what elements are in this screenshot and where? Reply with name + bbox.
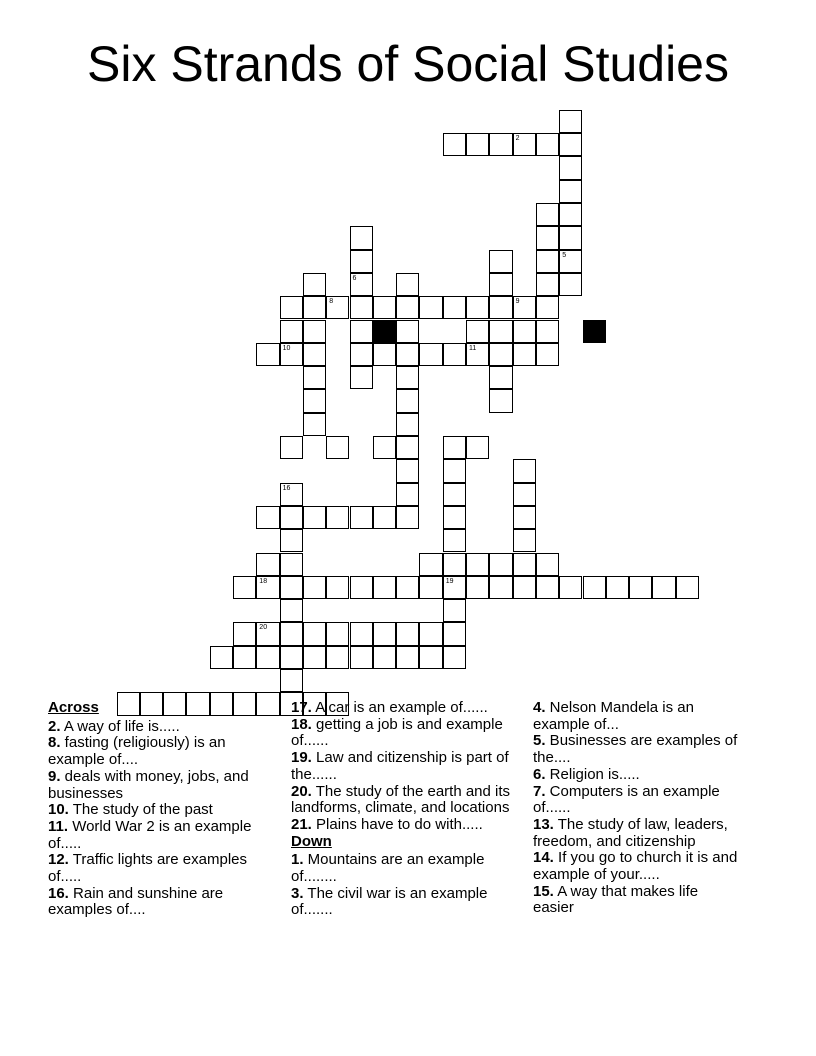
clue-down-3: 3. The civil war is an example of....... <box>291 884 488 919</box>
grid-cell[interactable] <box>489 389 512 412</box>
grid-cell[interactable] <box>280 529 303 552</box>
grid-cell[interactable] <box>350 296 373 319</box>
grid-cell[interactable] <box>513 133 536 156</box>
grid-cell[interactable] <box>326 506 349 529</box>
grid-cell[interactable] <box>303 413 326 436</box>
clue-across-12: 12. Traffic lights are examples of..... <box>48 851 247 886</box>
clue-number: 2 <box>515 135 520 143</box>
clue-across-19: 19. Law and citizenship is part of the...... <box>291 749 509 783</box>
clue-number: 8 <box>329 298 334 306</box>
grid-block <box>583 320 606 343</box>
grid-cell[interactable] <box>652 576 675 599</box>
grid-cell[interactable] <box>350 506 373 529</box>
grid-cell[interactable] <box>419 646 442 669</box>
grid-cell[interactable] <box>280 553 303 576</box>
grid-cell[interactable] <box>233 622 256 645</box>
grid-cell[interactable] <box>559 110 582 133</box>
grid-cell[interactable] <box>396 320 419 343</box>
grid-cell[interactable] <box>466 576 489 599</box>
grid-cell[interactable] <box>443 343 466 366</box>
clue-number: 9 <box>515 298 520 306</box>
clue-number: 19 <box>445 577 454 585</box>
grid-cell[interactable] <box>466 296 489 319</box>
clue-across-21: 21. Plains have to do with..... <box>291 815 483 833</box>
grid-cell[interactable] <box>489 366 512 389</box>
grid-cell[interactable] <box>350 226 373 249</box>
grid-cell[interactable] <box>489 576 512 599</box>
clue-number: 20 <box>259 624 268 632</box>
grid-cell[interactable] <box>676 576 699 599</box>
grid-cell[interactable] <box>280 599 303 622</box>
grid-cell[interactable] <box>396 413 419 436</box>
grid-cell[interactable] <box>559 273 582 296</box>
grid-cell[interactable] <box>396 483 419 506</box>
grid-cell[interactable] <box>303 343 326 366</box>
grid-cell[interactable] <box>466 343 489 366</box>
grid-cell[interactable] <box>443 133 466 156</box>
grid-cell[interactable] <box>373 622 396 645</box>
grid-cell[interactable] <box>303 366 326 389</box>
grid-cell[interactable] <box>513 553 536 576</box>
grid-cell[interactable] <box>443 599 466 622</box>
grid-cell[interactable] <box>583 576 606 599</box>
grid-cell[interactable] <box>559 156 582 179</box>
grid-cell[interactable] <box>350 250 373 273</box>
grid-cell[interactable] <box>326 576 349 599</box>
clue-across-10: 10. The study of the past <box>48 801 213 819</box>
grid-cell[interactable] <box>373 343 396 366</box>
grid-cell[interactable] <box>373 436 396 459</box>
down-heading: Down <box>291 832 332 850</box>
grid-cell[interactable] <box>396 646 419 669</box>
grid-cell[interactable] <box>210 646 233 669</box>
puzzle-title: Six Strands of Social Studies <box>87 36 729 92</box>
grid-cell[interactable] <box>419 343 442 366</box>
grid-cell[interactable] <box>443 459 466 482</box>
grid-cell[interactable] <box>489 343 512 366</box>
grid-cell[interactable] <box>396 389 419 412</box>
grid-cell[interactable] <box>303 296 326 319</box>
grid-cell[interactable] <box>466 320 489 343</box>
grid-cell[interactable] <box>466 436 489 459</box>
clue-across-20: 20. The study of the earth and its landforms, climate, and locations <box>291 782 511 817</box>
clue-across-17: 17. A car is an example of...... <box>291 699 488 716</box>
grid-cell[interactable] <box>350 273 373 296</box>
grid-cell[interactable] <box>536 203 559 226</box>
grid-cell[interactable] <box>396 343 419 366</box>
grid-cell[interactable] <box>396 296 419 319</box>
grid-cell[interactable] <box>489 250 512 273</box>
grid-cell[interactable] <box>326 646 349 669</box>
clue-column-2 <box>291 700 526 919</box>
grid-cell[interactable] <box>629 576 652 599</box>
clue-column-3 <box>533 700 738 917</box>
clue-across-18: 18. getting a job is and example of...... <box>291 715 503 750</box>
grid-cell[interactable] <box>303 646 326 669</box>
grid-cell[interactable] <box>303 506 326 529</box>
clue-down-1: 1. Mountains are an example of........ <box>291 851 485 886</box>
grid-block <box>373 320 396 343</box>
clue-across-2: 2. A way of life is..... <box>48 717 180 735</box>
grid-cell[interactable] <box>443 646 466 669</box>
grid-cell[interactable] <box>326 296 349 319</box>
grid-cell[interactable] <box>396 506 419 529</box>
clue-column-1 <box>48 700 278 919</box>
grid-cell[interactable] <box>489 553 512 576</box>
grid-cell[interactable] <box>396 366 419 389</box>
clue-number: 11 <box>469 344 477 352</box>
grid-cell[interactable] <box>326 436 349 459</box>
grid-cell[interactable] <box>256 553 279 576</box>
grid-cell[interactable] <box>256 622 279 645</box>
grid-cell[interactable] <box>536 273 559 296</box>
grid-cell[interactable] <box>256 646 279 669</box>
grid-cell[interactable] <box>536 553 559 576</box>
grid-cell[interactable] <box>303 622 326 645</box>
clue-down-7: 7. Computers is an example of...... <box>533 782 720 817</box>
grid-cell[interactable] <box>559 226 582 249</box>
grid-cell[interactable] <box>350 646 373 669</box>
grid-cell[interactable] <box>396 436 419 459</box>
clue-down-13: 13. The study of law, leaders, freedom, and citizenship <box>533 815 728 850</box>
clue-across-9: 9. deals with money, jobs, and businesses <box>48 767 249 802</box>
grid-cell[interactable] <box>373 296 396 319</box>
grid-cell[interactable] <box>373 506 396 529</box>
grid-cell[interactable] <box>396 459 419 482</box>
grid-cell[interactable] <box>489 273 512 296</box>
grid-cell[interactable] <box>280 646 303 669</box>
grid-cell[interactable] <box>489 133 512 156</box>
grid-cell[interactable] <box>443 506 466 529</box>
grid-cell[interactable] <box>536 250 559 273</box>
grid-cell[interactable] <box>536 133 559 156</box>
clue-down-15: 15. A way that makes life easier <box>533 882 699 917</box>
grid-cell[interactable] <box>350 366 373 389</box>
grid-cell[interactable] <box>280 343 303 366</box>
grid-cell[interactable] <box>559 133 582 156</box>
grid-cell[interactable] <box>280 436 303 459</box>
grid-cell[interactable] <box>559 250 582 273</box>
clue-down-14: 14. If you go to church it is and example of your..... <box>533 849 738 884</box>
clue-number: 6 <box>352 274 357 282</box>
grid-cell[interactable] <box>419 576 442 599</box>
grid-cell[interactable] <box>350 576 373 599</box>
grid-cell[interactable] <box>373 576 396 599</box>
clue-number: 10 <box>282 344 291 352</box>
grid-cell[interactable] <box>489 296 512 319</box>
clue-across-8: 8. fasting (religiously) is an example of.... <box>48 734 226 769</box>
grid-cell[interactable] <box>280 296 303 319</box>
grid-cell[interactable] <box>466 553 489 576</box>
grid-cell[interactable] <box>419 296 442 319</box>
clue-down-5: 5. Businesses are examples of the.... <box>533 732 738 767</box>
grid-cell[interactable] <box>396 273 419 296</box>
grid-cell[interactable] <box>606 576 629 599</box>
grid-cell[interactable] <box>443 483 466 506</box>
clue-down-4: 4. Nelson Mandela is an example of... <box>533 699 694 733</box>
grid-cell[interactable] <box>303 320 326 343</box>
grid-cell[interactable] <box>489 320 512 343</box>
grid-cell[interactable] <box>513 529 536 552</box>
grid-cell[interactable] <box>256 576 279 599</box>
grid-cell[interactable] <box>536 576 559 599</box>
grid-cell[interactable] <box>303 576 326 599</box>
grid-cell[interactable] <box>419 553 442 576</box>
grid-cell[interactable] <box>443 529 466 552</box>
grid-cell[interactable] <box>280 576 303 599</box>
grid-cell[interactable] <box>513 343 536 366</box>
grid-cell[interactable] <box>350 343 373 366</box>
grid-cell[interactable] <box>256 343 279 366</box>
grid-cell[interactable] <box>280 320 303 343</box>
grid-cell[interactable] <box>536 343 559 366</box>
grid-cell[interactable] <box>536 320 559 343</box>
grid-cell[interactable] <box>443 296 466 319</box>
grid-cell[interactable] <box>396 622 419 645</box>
grid-cell[interactable] <box>256 506 279 529</box>
grid-cell[interactable] <box>559 576 582 599</box>
grid-cell[interactable] <box>280 483 303 506</box>
grid-cell[interactable] <box>559 203 582 226</box>
grid-cell[interactable] <box>466 133 489 156</box>
grid-cell[interactable] <box>513 576 536 599</box>
clue-down-6: 6. Religion is..... <box>533 765 640 783</box>
grid-cell[interactable] <box>280 622 303 645</box>
grid-cell[interactable] <box>513 506 536 529</box>
grid-cell[interactable] <box>513 296 536 319</box>
grid-cell[interactable] <box>536 226 559 249</box>
grid-cell[interactable] <box>326 622 349 645</box>
grid-cell[interactable] <box>443 576 466 599</box>
grid-cell[interactable] <box>513 483 536 506</box>
clue-across-16: 16. Rain and sunshine are examples of.... <box>48 884 224 919</box>
grid-cell[interactable] <box>233 646 256 669</box>
grid-cell[interactable] <box>443 553 466 576</box>
grid-cell[interactable] <box>303 389 326 412</box>
clue-number: 5 <box>562 251 567 259</box>
grid-cell[interactable] <box>513 320 536 343</box>
clue-number: 18 <box>259 577 268 585</box>
grid-cell[interactable] <box>513 459 536 482</box>
grid-cell[interactable] <box>280 669 303 692</box>
grid-cell[interactable] <box>233 576 256 599</box>
grid-cell[interactable] <box>536 296 559 319</box>
grid-cell[interactable] <box>443 622 466 645</box>
grid-cell[interactable] <box>350 320 373 343</box>
grid-cell[interactable] <box>396 576 419 599</box>
grid-cell[interactable] <box>280 506 303 529</box>
clue-number: 16 <box>282 484 291 492</box>
across-heading: Across <box>48 699 99 716</box>
grid-cell[interactable] <box>350 622 373 645</box>
grid-cell[interactable] <box>373 646 396 669</box>
grid-cell[interactable] <box>303 273 326 296</box>
clue-across-11: 11. World War 2 is an example of..... <box>48 817 252 852</box>
grid-cell[interactable] <box>559 180 582 203</box>
grid-cell[interactable] <box>443 436 466 459</box>
grid-cell[interactable] <box>419 622 442 645</box>
